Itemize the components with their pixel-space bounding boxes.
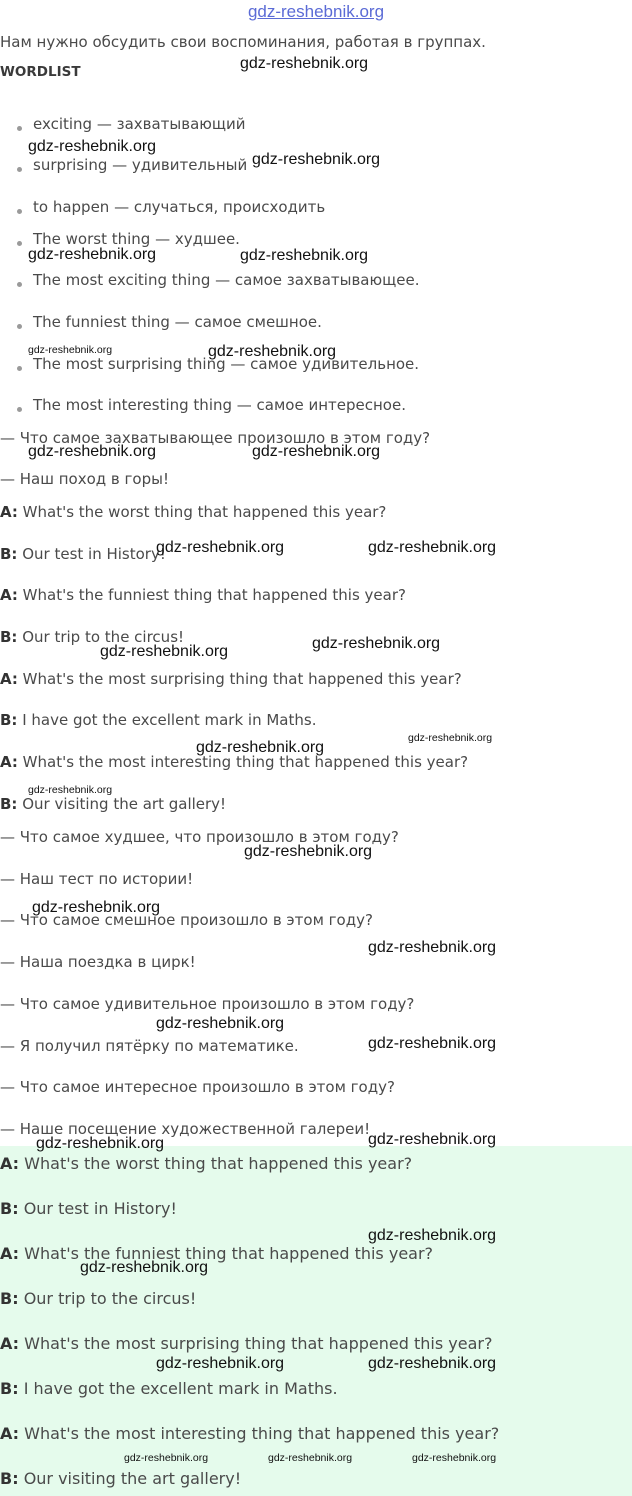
watermark: gdz-reshebnik.org — [28, 246, 157, 263]
speaker-label: B: — [0, 545, 18, 563]
answer-text: What's the most surprising thing that happened this year? — [24, 1334, 493, 1353]
answer-line — [0, 1379, 338, 1398]
answer-line — [0, 1469, 241, 1488]
dialog-line: — Наш поход в горы! — [0, 470, 169, 488]
bullet-icon — [17, 167, 22, 172]
dialog-text: Our test in History! — [22, 545, 166, 563]
wordlist-item: The worst thing — худшее. — [33, 230, 240, 248]
dialog-text: What's the most surprising thing that happened this year? — [22, 670, 462, 688]
speaker-label: A: — [0, 586, 18, 604]
wordlist-item: The funniest thing — самое смешное. — [33, 313, 322, 331]
dialog-line: — Наше посещение художественной галереи! — [0, 1120, 371, 1138]
watermark: gdz-reshebnik.org — [196, 739, 325, 756]
wordlist-item: The most exciting thing — самое захватывающее. — [33, 271, 420, 289]
answer-block — [0, 1146, 632, 1496]
watermark: gdz-reshebnik.org — [156, 1015, 285, 1032]
speaker-label: A: — [0, 1424, 20, 1443]
dialog-line: — Что самое интересное произошло в этом году? — [0, 1078, 395, 1096]
dialog-text: What's the most interesting thing that happened this year? — [22, 753, 469, 771]
dialog-line: — Что самое худшее, что произошло в этом году? — [0, 828, 399, 846]
watermark: gdz-reshebnik.org — [368, 539, 497, 556]
dialog-text: What's the funniest thing that happened this year? — [22, 586, 406, 604]
bullet-icon — [17, 241, 22, 246]
dialog-line: — Наш тест по истории! — [0, 870, 194, 888]
site-link[interactable]: gdz-reshebnik.org — [247, 2, 385, 21]
bullet-icon — [17, 126, 22, 131]
watermark: gdz-reshebnik.org — [32, 899, 161, 916]
watermark: gdz-reshebnik.org — [252, 151, 381, 168]
wordlist-item: to happen — случаться, происходить — [33, 198, 326, 216]
watermark: gdz-reshebnik.org — [244, 843, 373, 860]
speaker-label: B: — [0, 1199, 19, 1218]
answer-text: I have got the excellent mark in Maths. — [23, 1379, 338, 1398]
speaker-label: A: — [0, 670, 18, 688]
dialog-line: — Что самое смешное произошло в этом году? — [0, 911, 373, 929]
watermark: gdz-reshebnik.org — [312, 635, 441, 652]
speaker-label: A: — [0, 1154, 20, 1173]
watermark: gdz-reshebnik.org — [240, 247, 369, 264]
watermark: gdz-reshebnik.org — [368, 1131, 497, 1148]
watermark: gdz-reshebnik.org — [412, 1452, 497, 1464]
wordlist-item: surprising — удивительный — [33, 156, 248, 174]
speaker-label: B: — [0, 1289, 19, 1308]
dialog-line — [0, 670, 462, 688]
watermark: gdz-reshebnik.org — [80, 1259, 209, 1276]
speaker-label: B: — [0, 711, 18, 729]
dialog-line — [0, 545, 166, 563]
answer-text: Our test in History! — [23, 1199, 177, 1218]
speaker-label: A: — [0, 1334, 20, 1353]
watermark: gdz-reshebnik.org — [28, 784, 113, 796]
watermark: gdz-reshebnik.org — [408, 732, 493, 744]
wordlist-item: The most interesting thing — самое интересное. — [33, 396, 406, 414]
answer-line — [0, 1199, 177, 1218]
speaker-label: B: — [0, 1469, 19, 1488]
answer-line — [0, 1334, 492, 1353]
dialog-line — [0, 586, 406, 604]
watermark: gdz-reshebnik.org — [208, 343, 337, 360]
speaker-label: B: — [0, 628, 18, 646]
watermark: gdz-reshebnik.org — [268, 1452, 353, 1464]
watermark: gdz-reshebnik.org — [28, 443, 157, 460]
answer-line — [0, 1424, 499, 1443]
watermark: gdz-reshebnik.org — [368, 1035, 497, 1052]
watermark: gdz-reshebnik.org — [28, 344, 113, 356]
wordlist-item: The most surprising thing — самое удивительное. — [33, 355, 420, 373]
bullet-icon — [17, 324, 22, 329]
speaker-label: B: — [0, 1379, 19, 1398]
dialog-text: Our trip to the circus! — [22, 628, 185, 646]
speaker-label: A: — [0, 753, 18, 771]
dialog-text: What's the worst thing that happened this year? — [22, 503, 387, 521]
bullet-icon — [17, 282, 22, 287]
dialog-line — [0, 795, 226, 813]
watermark: gdz-reshebnik.org — [28, 138, 157, 155]
intro-text: Нам нужно обсудить свои воспоминания, работая в группах. — [0, 33, 486, 51]
dialog-text: I have got the excellent mark in Maths. — [22, 711, 317, 729]
answer-line — [0, 1289, 196, 1308]
watermark: gdz-reshebnik.org — [368, 1227, 497, 1244]
dialog-line — [0, 711, 316, 729]
speaker-label: B: — [0, 795, 18, 813]
wordlist-item: exciting — захватывающий — [33, 115, 246, 133]
watermark: gdz-reshebnik.org — [252, 443, 381, 460]
answer-text: What's the funniest thing that happened this year? — [24, 1244, 434, 1263]
watermark: gdz-reshebnik.org — [100, 643, 229, 660]
bullet-icon — [17, 407, 22, 412]
wordlist-heading: WORDLIST — [0, 64, 81, 80]
watermark: gdz-reshebnik.org — [36, 1135, 165, 1152]
answer-text: Our trip to the circus! — [23, 1289, 197, 1308]
answer-line — [0, 1154, 412, 1173]
answer-text: What's the most interesting thing that happened this year? — [24, 1424, 500, 1443]
dialog-line: — Что самое удивительное произошло в этом году? — [0, 995, 415, 1013]
watermark: gdz-reshebnik.org — [156, 1355, 285, 1372]
watermark: gdz-reshebnik.org — [240, 55, 369, 72]
bullet-icon — [17, 209, 22, 214]
answer-text: Our visiting the art gallery! — [23, 1469, 242, 1488]
speaker-label: A: — [0, 503, 18, 521]
bullet-icon — [17, 366, 22, 371]
dialog-text: Our visiting the art gallery! — [22, 795, 227, 813]
watermark: gdz-reshebnik.org — [156, 539, 285, 556]
watermark: gdz-reshebnik.org — [368, 1355, 497, 1372]
dialog-line — [0, 503, 386, 521]
answer-line — [0, 1244, 433, 1263]
dialog-line: — Наша поездка в цирк! — [0, 953, 196, 971]
answer-text: What's the worst thing that happened this year? — [24, 1154, 413, 1173]
dialog-line: — Что самое захватывающее произошло в этом году? — [0, 429, 431, 447]
watermark: gdz-reshebnik.org — [124, 1452, 209, 1464]
watermark: gdz-reshebnik.org — [368, 939, 497, 956]
dialog-line: — Я получил пятёрку по математике. — [0, 1037, 299, 1055]
speaker-label: A: — [0, 1244, 20, 1263]
